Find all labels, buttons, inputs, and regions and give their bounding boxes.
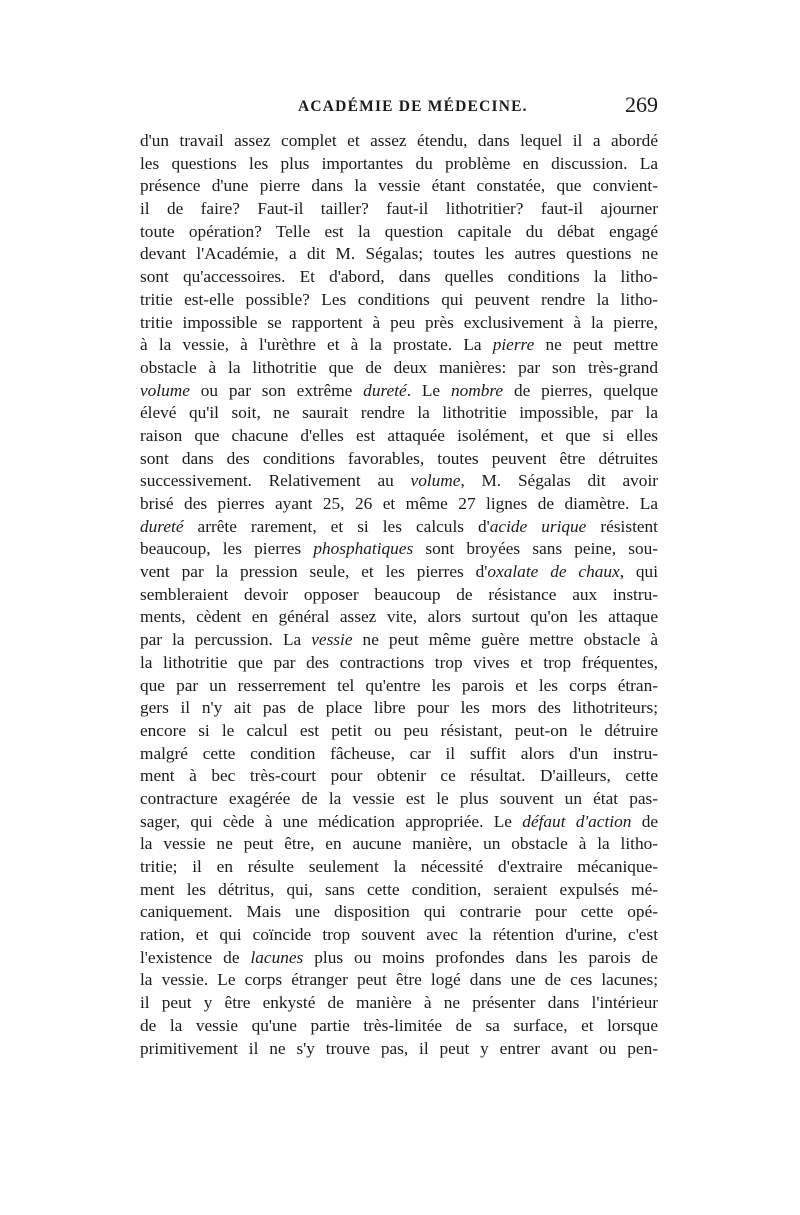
text-run: de pierres, quelque [503, 380, 658, 400]
text-run: malgré cette condition fâcheuse, car il suffit alors d'un instru- [140, 743, 658, 763]
text-line [140, 811, 658, 834]
text-line [140, 493, 658, 516]
text-run: élevé qu'il soit, ne saurait rendre la lithotritie impossible, par la [140, 403, 658, 423]
text-line [140, 765, 658, 788]
text-run: résistent [586, 516, 658, 536]
text-run: tritie est-elle possible? Les conditions qui peuvent rendre la litho- [140, 289, 658, 309]
text-run: ne peut même guère mettre obstacle à [352, 630, 658, 650]
page-number: 269 [625, 92, 658, 117]
text-run: beaucoup, les pierres [140, 539, 314, 559]
text-line [140, 947, 658, 970]
text-run: contracture exagérée de la vessie est le plus souvent un état pas- [140, 788, 658, 808]
text-run: d'un travail assez complet et assez étendu, dans lequel il a abordé [140, 131, 658, 150]
text-line [140, 380, 658, 403]
text-line [140, 697, 658, 720]
text-line [140, 833, 658, 856]
text-line [140, 720, 658, 743]
text-run: ment les détritus, qui, sans cette condition, seraient expulsés mé- [140, 879, 658, 899]
italic-text: oxalate de chaux [487, 562, 620, 582]
text-line [140, 516, 658, 539]
italic-text: acide urique [489, 516, 587, 536]
text-line [140, 1038, 658, 1061]
text-line [140, 901, 658, 924]
text-run: primitivement il ne s'y trouve pas, il peut y entrer avant ou pen- [140, 1038, 658, 1058]
text-run: par la percussion. La [140, 630, 312, 650]
text-run: , qui [619, 562, 658, 582]
italic-text: nombre [450, 380, 504, 400]
text-line [140, 266, 658, 289]
text-run: encore si le calcul est petit ou peu résistant, peut-on le détruire [140, 720, 658, 740]
text-run: ments, cèdent en général assez vite, alors surtout qu'on les attaque [140, 607, 658, 627]
text-run: ration, et qui coïncide trop souvent avec la rétention d'urine, c'est [140, 925, 658, 945]
italic-text: phosphatiques [313, 539, 414, 559]
running-head [140, 92, 658, 122]
text-line [140, 130, 658, 153]
text-run: l'existence de [140, 947, 251, 967]
text-line [140, 153, 658, 176]
running-title: ACADÉMIE DE MÉDECINE. [298, 98, 528, 115]
text-run: la vessie. Le corps étranger peut être logé dans une de ces lacunes; [140, 970, 658, 990]
text-run: présence d'une pierre dans la vessie étant constatée, que convient- [140, 176, 658, 196]
body-text [140, 130, 658, 1060]
text-run: que par un resserrement tel qu'entre les parois et les corps étran- [140, 675, 658, 695]
text-run: successivement. Relativement au [140, 471, 411, 491]
italic-text: volume [140, 380, 190, 400]
text-run: obstacle à la lithotritie que de deux manières: par son très-grand [140, 357, 658, 377]
italic-text: vessie [311, 630, 353, 650]
text-line [140, 312, 658, 335]
text-run: les questions les plus importantes du problème en discussion. La [140, 153, 658, 173]
text-run: toute opération? Telle est la question capitale du débat engagé [140, 221, 658, 241]
text-run: sager, qui cède à une médication appropriée. Le [140, 811, 523, 831]
text-run: tritie; il en résulte seulement la nécessité d'extraire mécanique- [140, 857, 658, 876]
text-run: il peut y être enkysté de manière à ne présenter dans l'intérieur [140, 993, 658, 1013]
italic-text: lacunes [250, 947, 304, 967]
text-run: arrête rarement, et si les calculs d' [183, 516, 490, 536]
text-run: à la vessie, à l'urèthre et à la prostate. La [140, 335, 493, 355]
text-run: de [631, 811, 658, 831]
text-run: sont broyées sans peine, sou- [413, 539, 658, 559]
text-line [140, 879, 658, 902]
text-run: , M. Ségalas dit avoir [460, 471, 658, 491]
text-line [140, 856, 658, 879]
text-run: devant l'Académie, a dit M. Ségalas; toutes les autres questions ne [140, 244, 658, 264]
text-run: . Le [406, 380, 451, 400]
text-line [140, 606, 658, 629]
text-line [140, 675, 658, 698]
text-line [140, 243, 658, 266]
text-line [140, 538, 658, 561]
text-line [140, 1015, 658, 1038]
italic-text: volume [410, 471, 461, 491]
italic-text: dureté [363, 380, 407, 400]
text-run: tritie impossible se rapportent à peu près exclusivement à la pierre, [140, 312, 658, 332]
text-line [140, 357, 658, 380]
text-run: ment à bec très-court pour obtenir ce résultat. D'ailleurs, cette [140, 766, 658, 786]
text-line [140, 289, 658, 312]
text-line [140, 448, 658, 471]
text-line [140, 334, 658, 357]
text-run: sont qu'accessoires. Et d'abord, dans quelles conditions la litho- [140, 267, 658, 287]
italic-text: dureté [140, 516, 184, 536]
text-line [140, 402, 658, 425]
text-line [140, 175, 658, 198]
text-line [140, 221, 658, 244]
text-run: ne peut mettre [534, 335, 659, 355]
text-run: gers il n'y ait pas de place libre pour les mors des lithotriteurs; [140, 698, 658, 718]
text-run: ou par son extrême [189, 380, 364, 400]
text-run: raison que chacune d'elles est attaquée isolément, et que si elles [140, 425, 658, 445]
text-run: sont dans des conditions favorables, toutes peuvent être détruites [140, 448, 658, 468]
text-line [140, 992, 658, 1015]
text-line [140, 584, 658, 607]
text-run: la lithotritie que par des contractions trop vives et trop fréquentes, [140, 652, 658, 672]
text-run: sembleraient devoir opposer beaucoup de résistance aux instru- [140, 584, 658, 604]
italic-text: pierre [492, 335, 535, 355]
italic-text: défaut d'action [522, 811, 632, 831]
text-run: plus ou moins profondes dans les parois de [303, 947, 658, 967]
text-run: de la vessie qu'une partie très-limitée de sa surface, et lorsque [140, 1015, 658, 1035]
text-run: brisé des pierres ayant 25, 26 et même 27 lignes de diamètre. La [140, 494, 658, 513]
text-line [140, 743, 658, 766]
text-line [140, 924, 658, 947]
text-line [140, 969, 658, 992]
text-line [140, 425, 658, 448]
text-line [140, 561, 658, 584]
text-run: il de faire? Faut-il tailler? faut-il lithotritier? faut-il ajourner [140, 199, 658, 219]
text-line [140, 629, 658, 652]
text-line [140, 470, 658, 493]
text-line [140, 788, 658, 811]
text-line [140, 652, 658, 675]
text-line [140, 198, 658, 221]
text-run: caniquement. Mais une disposition qui contrarie pour cette opé- [140, 902, 658, 922]
text-run: la vessie ne peut être, en aucune manière, un obstacle à la litho- [140, 834, 658, 854]
text-run: vent par la pression seule, et les pierres d' [140, 562, 488, 582]
